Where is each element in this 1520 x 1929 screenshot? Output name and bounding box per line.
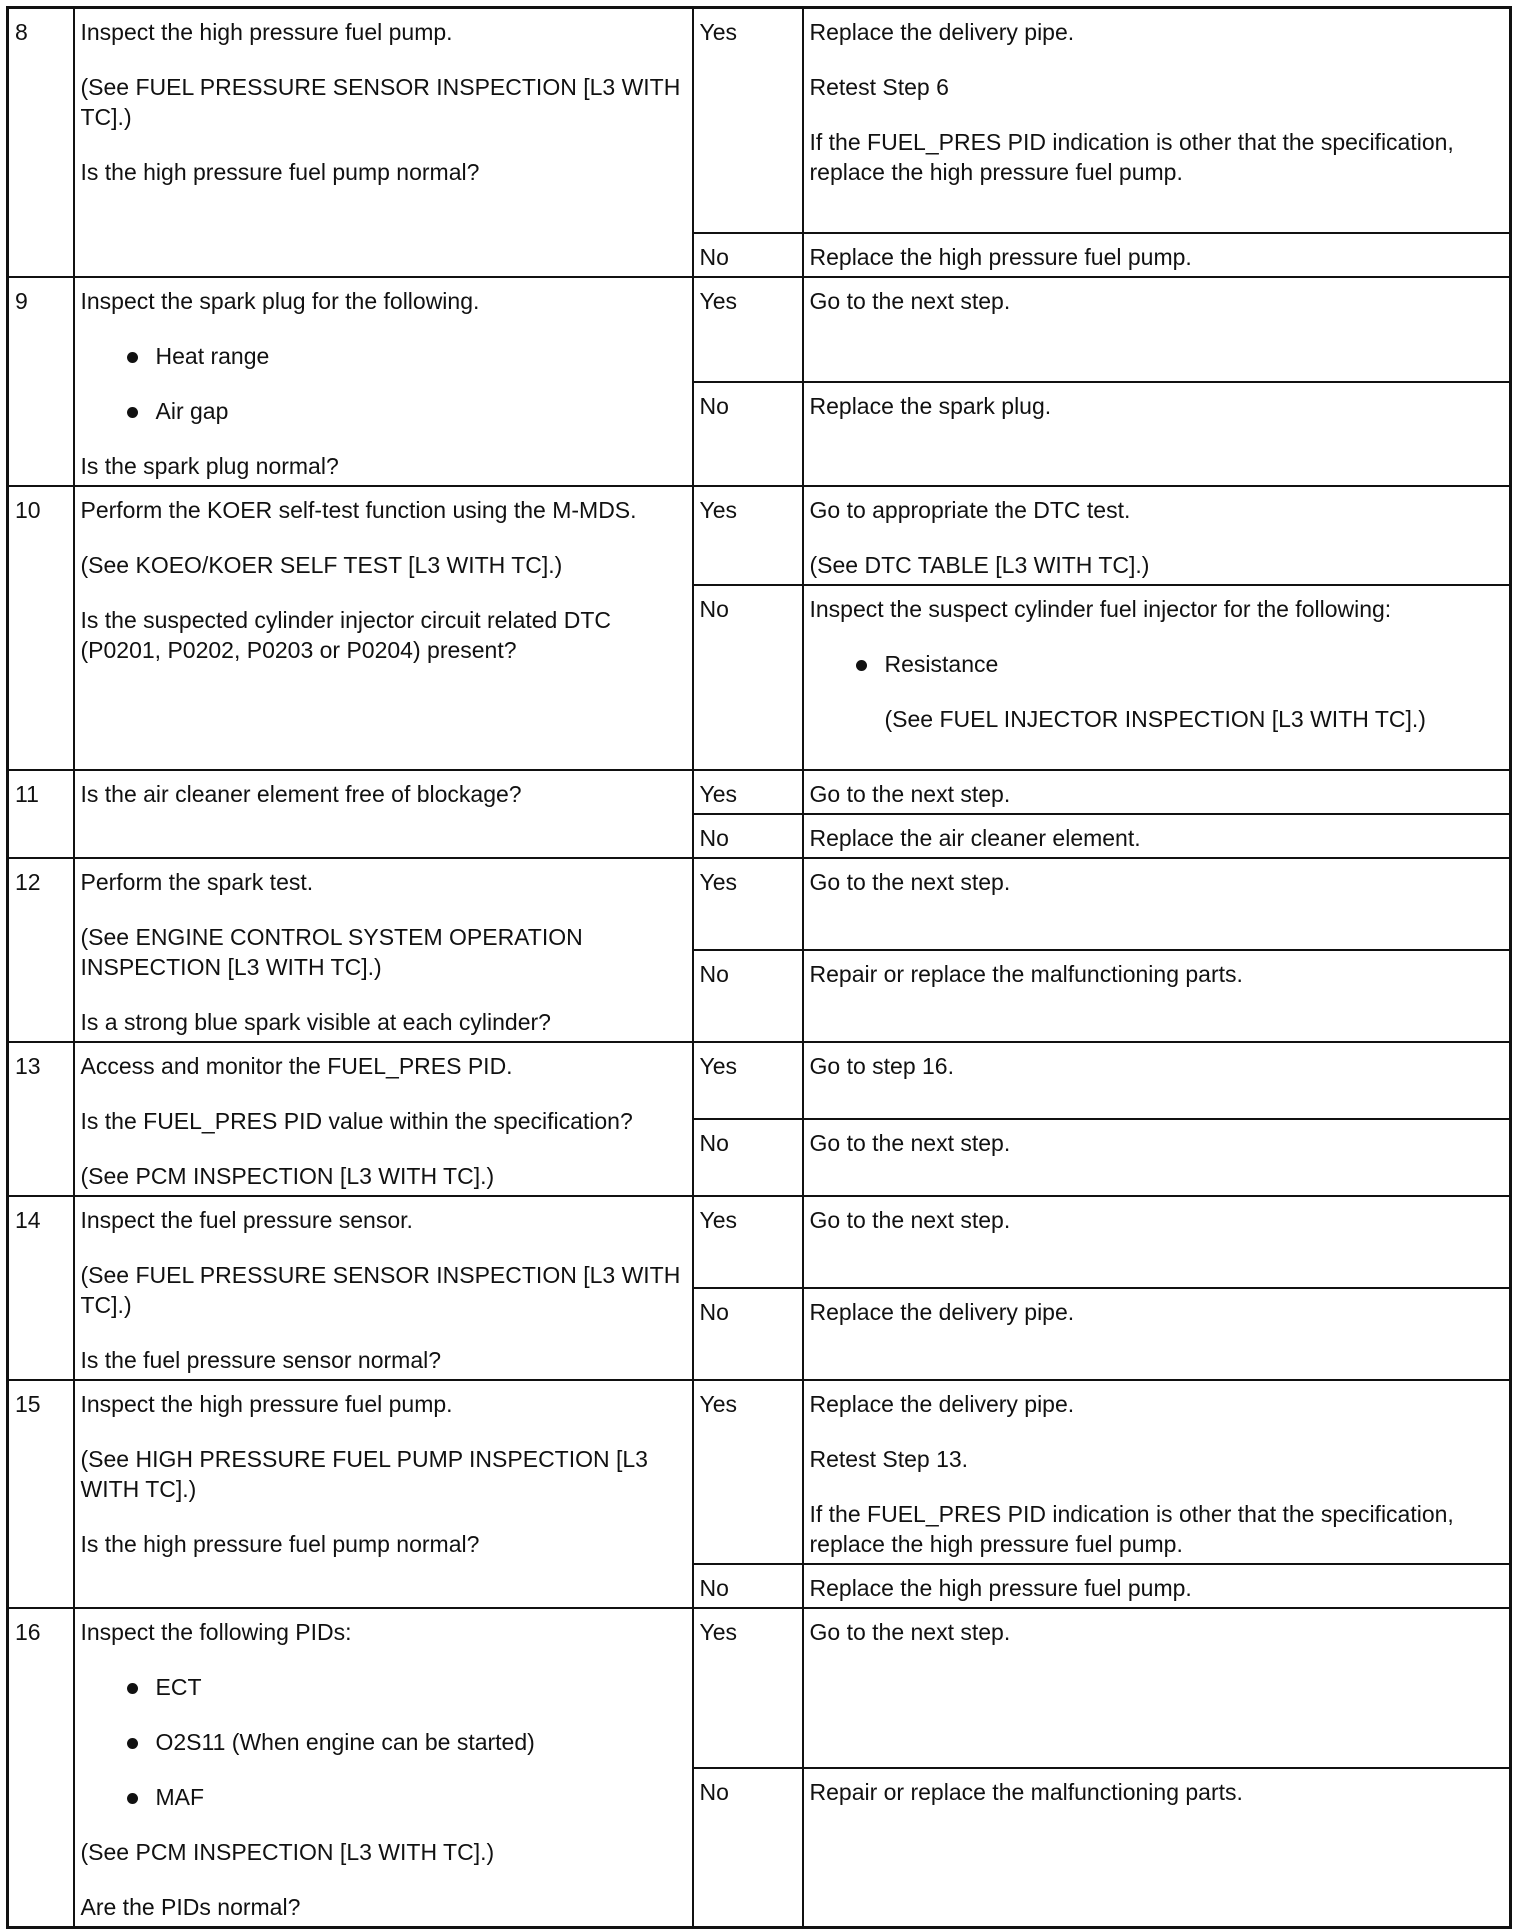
list-item-text: Air gap xyxy=(155,397,229,424)
question-line: Inspect the high pressure fuel pump. xyxy=(80,1390,453,1417)
action-line: Retest Step 6 xyxy=(809,74,949,100)
step-number: 12 xyxy=(8,858,74,1042)
table-row xyxy=(8,486,1511,585)
table-row xyxy=(8,8,1511,233)
yes-action xyxy=(803,1196,1511,1289)
bullet-icon xyxy=(127,1738,138,1749)
step-number: 10 xyxy=(8,486,74,770)
action-line: Go to the next step. xyxy=(809,1206,1011,1233)
diagnostic-procedure-table xyxy=(6,6,1512,1929)
question-line: (See PCM INSPECTION [L3 WITH TC].) xyxy=(80,1162,495,1189)
question-line: Are the PIDs normal? xyxy=(80,1893,301,1920)
no-label: No xyxy=(693,950,803,1042)
step-question xyxy=(74,1380,693,1608)
no-action xyxy=(803,1768,1511,1928)
yes-label: Yes xyxy=(693,858,803,951)
action-line: (See DTC TABLE [L3 WITH TC].) xyxy=(809,551,1150,578)
action-line: Go to step 16. xyxy=(809,1052,954,1079)
step-number: 13 xyxy=(8,1042,74,1196)
no-label: No xyxy=(693,814,803,858)
table-row xyxy=(8,858,1511,951)
list-item-text: Resistance xyxy=(884,650,999,677)
no-action xyxy=(803,233,1511,277)
question-line: (See PCM INSPECTION [L3 WITH TC].) xyxy=(80,1838,495,1865)
list-item-text: ECT xyxy=(155,1673,202,1700)
table-row xyxy=(8,770,1511,814)
question-line: Inspect the following PIDs: xyxy=(80,1618,352,1645)
list-item xyxy=(81,1672,686,1702)
list-item-text: O2S11 (When engine can be started) xyxy=(155,1728,535,1755)
question-line: Is the high pressure fuel pump normal? xyxy=(80,159,480,185)
question-line: (See FUEL PRESSURE SENSOR INSPECTION [L3 WITH TC].) xyxy=(80,1261,681,1318)
question-line: (See ENGINE CONTROL SYSTEM OPERATION INSPECTION [L3 WITH TC].) xyxy=(80,923,583,980)
step-number: 8 xyxy=(8,8,74,277)
step-question xyxy=(74,1608,693,1928)
action-line: Replace the high pressure fuel pump. xyxy=(809,243,1192,270)
no-action xyxy=(803,585,1511,770)
question-line: Is the air cleaner element free of blockage? xyxy=(80,780,522,807)
question-line: Inspect the spark plug for the following. xyxy=(80,287,480,314)
step-number: 16 xyxy=(8,1608,74,1928)
action-line: Go to the next step. xyxy=(809,780,1011,807)
yes-action xyxy=(803,858,1511,951)
question-line: Inspect the fuel pressure sensor. xyxy=(80,1206,413,1233)
no-label: No xyxy=(693,1768,803,1928)
question-line: Is the FUEL_PRES PID value within the specification? xyxy=(80,1107,633,1134)
list-item-text: MAF xyxy=(155,1783,205,1810)
table-row xyxy=(8,1608,1511,1768)
list-item xyxy=(81,1782,686,1812)
question-line: (See FUEL PRESSURE SENSOR INSPECTION [L3 WITH TC].) xyxy=(80,74,681,130)
no-label: No xyxy=(693,233,803,277)
bullet-list xyxy=(81,341,686,426)
no-label: No xyxy=(693,1119,803,1196)
yes-label: Yes xyxy=(693,1196,803,1289)
step-question xyxy=(74,277,693,486)
action-line: Go to the next step. xyxy=(809,868,1011,895)
table-row xyxy=(8,1380,1511,1564)
yes-label: Yes xyxy=(693,8,803,233)
no-label: No xyxy=(693,585,803,770)
action-line: If the FUEL_PRES PID indication is other that the specification, replace the high pressure fuel pump. xyxy=(809,1500,1454,1557)
table-row xyxy=(8,1196,1511,1289)
action-line: Go to the next step. xyxy=(809,1618,1011,1645)
yes-action xyxy=(803,8,1511,233)
yes-label: Yes xyxy=(693,277,803,382)
no-label: No xyxy=(693,382,803,486)
no-label: No xyxy=(693,1288,803,1380)
question-line: Access and monitor the FUEL_PRES PID. xyxy=(80,1052,513,1079)
list-item xyxy=(81,341,686,371)
action-line: Replace the high pressure fuel pump. xyxy=(809,1574,1192,1601)
yes-action xyxy=(803,1608,1511,1768)
list-item xyxy=(81,1727,686,1757)
action-line: If the FUEL_PRES PID indication is other that the specification, replace the high pressure fuel pump. xyxy=(809,129,1454,185)
action-line: Replace the delivery pipe. xyxy=(809,19,1075,45)
yes-action xyxy=(803,1380,1511,1564)
question-line: (See HIGH PRESSURE FUEL PUMP INSPECTION [L3 WITH TC].) xyxy=(80,1445,648,1502)
bullet-list xyxy=(810,649,1504,679)
step-question xyxy=(74,8,693,277)
action-line: Go to the next step. xyxy=(809,1129,1011,1156)
action-line: Replace the delivery pipe. xyxy=(809,1299,1075,1325)
list-item xyxy=(810,649,1504,679)
question-line: Is the high pressure fuel pump normal? xyxy=(80,1530,480,1557)
yes-action xyxy=(803,486,1511,585)
action-line: Retest Step 13. xyxy=(809,1445,969,1472)
yes-label: Yes xyxy=(693,770,803,814)
yes-action xyxy=(803,1042,1511,1119)
yes-action xyxy=(803,770,1511,814)
table-row xyxy=(8,277,1511,382)
action-line: Repair or replace the malfunctioning parts. xyxy=(809,961,1243,987)
action-line: Replace the delivery pipe. xyxy=(809,1390,1075,1417)
step-question xyxy=(74,1196,693,1380)
bullet-icon xyxy=(856,660,867,671)
no-action xyxy=(803,814,1511,858)
bullet-icon xyxy=(127,407,138,418)
question-line: Is the suspected cylinder injector circuit related DTC (P0201, P0202, P0203 or P0204) present? xyxy=(80,606,611,663)
question-line: Is the spark plug normal? xyxy=(80,452,339,479)
step-question xyxy=(74,486,693,770)
no-action xyxy=(803,382,1511,486)
yes-label: Yes xyxy=(693,1608,803,1768)
question-line: (See KOEO/KOER SELF TEST [L3 WITH TC].) xyxy=(80,551,563,578)
bullet-icon xyxy=(127,1793,138,1804)
step-question xyxy=(74,1042,693,1196)
no-action xyxy=(803,1288,1511,1380)
no-action xyxy=(803,1564,1511,1608)
question-line: Is the fuel pressure sensor normal? xyxy=(80,1346,442,1373)
action-line: Go to the next step. xyxy=(809,287,1011,314)
question-line: Perform the spark test. xyxy=(80,868,314,895)
bullet-icon xyxy=(127,352,138,363)
no-action xyxy=(803,950,1511,1042)
action-line: Inspect the suspect cylinder fuel injector for the following: xyxy=(809,595,1392,622)
action-line: Repair or replace the malfunctioning parts. xyxy=(809,1778,1243,1805)
yes-label: Yes xyxy=(693,1380,803,1564)
action-line: Replace the spark plug. xyxy=(809,392,1052,419)
no-action xyxy=(803,1119,1511,1196)
question-line: Is a strong blue spark visible at each cylinder? xyxy=(80,1008,551,1035)
step-question xyxy=(74,770,693,858)
action-note: (See FUEL INJECTOR INSPECTION [L3 WITH TC].) xyxy=(884,705,1426,732)
no-label: No xyxy=(693,1564,803,1608)
question-line: Perform the KOER self-test function using the M-MDS. xyxy=(80,496,637,523)
step-number: 14 xyxy=(8,1196,74,1380)
yes-label: Yes xyxy=(693,1042,803,1119)
yes-action xyxy=(803,277,1511,382)
yes-label: Yes xyxy=(693,486,803,585)
diagnostic-table-container xyxy=(6,6,1512,1920)
step-question xyxy=(74,858,693,1042)
action-line: Go to appropriate the DTC test. xyxy=(809,496,1131,523)
step-number: 15 xyxy=(8,1380,74,1608)
step-number: 9 xyxy=(8,277,74,486)
action-line: Replace the air cleaner element. xyxy=(809,824,1141,851)
bullet-list xyxy=(81,1672,686,1812)
table-row xyxy=(8,1042,1511,1119)
bullet-icon xyxy=(127,1683,138,1694)
step-number: 11 xyxy=(8,770,74,858)
list-item xyxy=(81,396,686,426)
question-line: Inspect the high pressure fuel pump. xyxy=(80,19,453,45)
list-item-text: Heat range xyxy=(155,342,270,369)
